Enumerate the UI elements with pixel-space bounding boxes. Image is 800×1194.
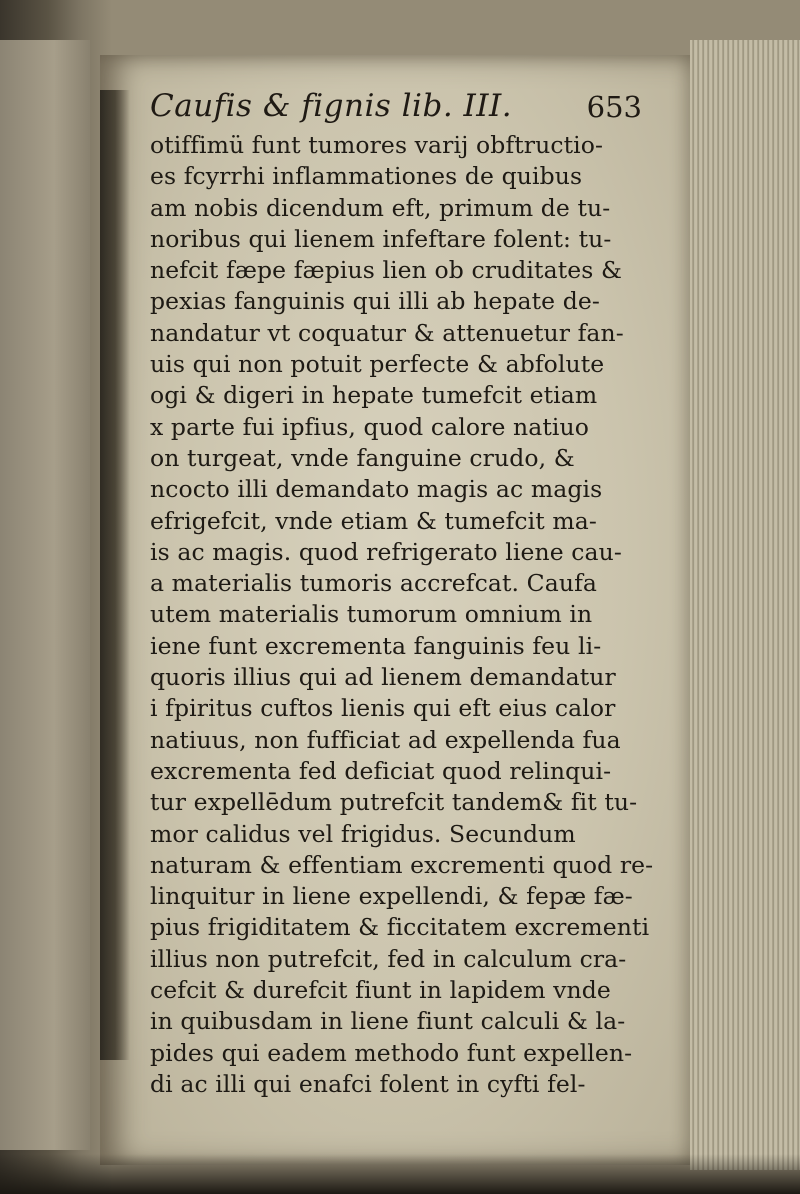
running-head: Caufis & fignis lib. III.	[150, 88, 513, 124]
text-line: ogi & digeri in hepate tumefcit etiam	[150, 381, 598, 410]
text-line: quoris illius qui ad lienem demandatur	[150, 663, 616, 692]
text-line: pius frigiditatem & ficcitatem excrementi	[150, 913, 650, 942]
text-line: tur expellēdum putrefcit tandem& fit tu-	[150, 788, 638, 817]
text-line: x parte fui ipfius, quod calore natiuo	[150, 412, 590, 441]
text-line: iene funt excrementa fanguinis feu li-	[150, 631, 602, 660]
text-line: on turgeat, vnde fanguine crudo, &	[150, 443, 575, 472]
bottom-shadow	[0, 1154, 800, 1194]
text-line: otiffimü funt tumores varij obftructio-	[150, 131, 604, 159]
text-line: excrementa fed deficiat quod relinqui-	[150, 756, 612, 785]
page-header	[150, 88, 650, 128]
text-line: is ac magis. quod refrigerato liene cau-	[150, 537, 622, 566]
text-line: efrigefcit, vnde etiam & tumefcit ma-	[150, 506, 597, 535]
text-line: mor calidus vel frigidus. Secundum	[150, 819, 576, 848]
text-line: pexias fanguinis qui illi ab hepate de-	[150, 287, 600, 316]
text-line: am nobis dicendum eft, primum de tu-	[150, 193, 611, 222]
text-line: cefcit & durefcit fiunt in lapidem vnde	[150, 976, 611, 1005]
text-line: es fcyrrhi inflammationes de quibus	[150, 162, 583, 191]
text-line: pides qui eadem methodo funt expellen-	[150, 1038, 633, 1067]
text-line: di ac illi qui enafci folent in cyfti fel-	[150, 1069, 586, 1098]
text-line: a materialis tumoris accrefcat. Caufa	[150, 569, 597, 598]
page-number: 653	[586, 90, 642, 124]
text-line: nandatur vt coquatur & attenuetur fan-	[150, 318, 624, 347]
text-line: linquitur in liene expellendi, & fepæ fæ-	[150, 882, 633, 911]
text-line: natiuus, non fufficiat ad expellenda fua	[150, 725, 621, 754]
text-line: noribus qui lienem infeftare folent: tu-	[150, 224, 612, 253]
page-stack-edges	[690, 40, 800, 1170]
page-gutter-shadow	[100, 90, 130, 1060]
text-line: in quibusdam in liene fiunt calculi & la-	[150, 1007, 626, 1036]
text-line: illius non putrefcit, fed in calculum cra-	[150, 944, 627, 973]
text-line: ncocto illi demandato magis ac magis	[150, 475, 603, 504]
body-text	[150, 130, 670, 1100]
text-line: utem materialis tumorum omnium in	[150, 600, 593, 629]
text-line: nefcit fæpe fæpius lien ob cruditates &	[150, 256, 622, 285]
facing-page-edge	[0, 40, 90, 1150]
text-line: i fpiritus cuftos lienis qui eft eius calor	[150, 694, 616, 723]
text-line: uis qui non potuit perfecte & abfolute	[150, 350, 605, 379]
text-line: naturam & effentiam excrementi quod re-	[150, 850, 654, 879]
